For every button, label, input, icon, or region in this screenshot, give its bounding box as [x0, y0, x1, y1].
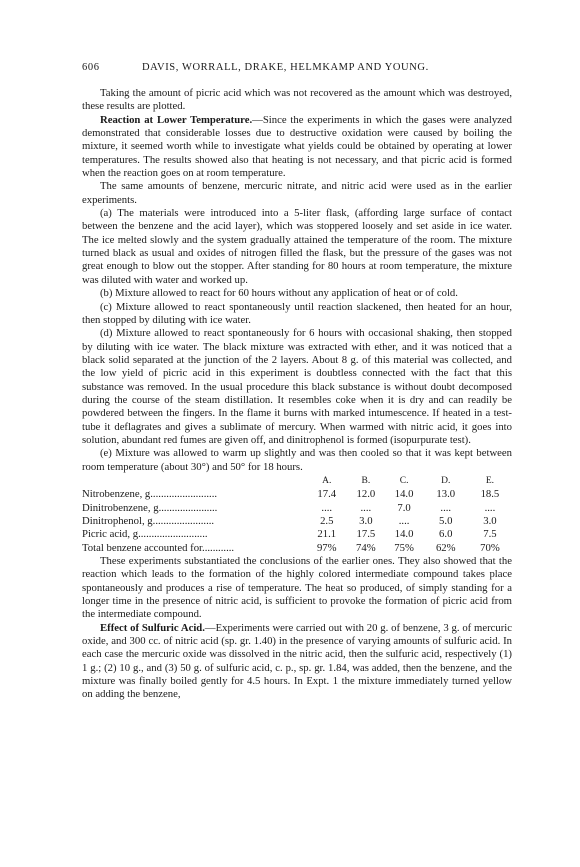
column-header: B. [361, 475, 371, 486]
paragraph-text: —Since the experiments in which the gases were analyzed demonstrated that considerable losses due to destructive oxidation were caused by boiling the mixture, it seemed worth while to investigate what yields could be obtained by operating at lower temperatures. The results showed also that heating is not necessary, and that picric acid is formed when the reaction goes on at room temperature. [82, 113, 512, 180]
paragraph-text: (e) Mixture was allowed to warm up slightly and was then cooled so that it was kept between room temperature (about 30°) and 50° for 18 hours. [82, 447, 512, 473]
table-cell: .... [440, 501, 452, 514]
column-header: D. [441, 475, 451, 486]
paragraph [82, 114, 512, 181]
table-cell: 14.0 [394, 488, 414, 501]
table-cell: 2.5 [320, 515, 334, 527]
journal-page [82, 62, 512, 702]
table-cell: 17.5 [356, 528, 376, 541]
running-title: DAVIS, WORRALL, DRAKE, HELMKAMP AND YOUNG. [142, 62, 429, 73]
table-cell: 3.0 [359, 515, 373, 527]
table-cell: 3.0 [483, 515, 497, 527]
table-cell: 7.5 [483, 528, 497, 541]
paragraph [82, 447, 512, 474]
table-row [82, 488, 512, 501]
row-label: Total benzene accounted for............ [82, 541, 235, 554]
table-cell: .... [360, 501, 372, 514]
section-heading: Effect of Sulfuric Acid. [100, 621, 205, 634]
table-cell: 70% [480, 541, 500, 554]
paragraph [82, 207, 512, 287]
table-cell: .... [484, 501, 496, 514]
table-header-row [82, 475, 512, 488]
paragraph-text: (d) Mixture allowed to react spontaneously for 6 hours with occasional shaking, then stopped by diluting with ice water. The black mixture was extracted with ether, and it was noticed that a black solid separated at the junction of the 2 layers. About 8 g. of this material was collected, and the low yield of picric acid in this experiment is doubtless connected with the fact that this substance was removed. In the usual procedure this black substance is without doubt decomposed during the course of the steam distillation. It resembles coke when it is dry and can readily be powdered between the fingers. In the flame it burns with marked intumescence. If heated in a test-tube it deflagrates and gives a sublimate of mercury. When warmed with nitric acid, it goes into solution, abundant red fumes are given off, and dinitrophenol is formed (isopurpurate test). [82, 327, 512, 446]
column-header: A. [322, 475, 332, 486]
paragraph [82, 301, 512, 328]
table-row [82, 515, 512, 528]
table-cell: 62% [435, 541, 456, 554]
table-cell: 5.0 [439, 515, 453, 527]
table-cell: 13.0 [436, 488, 456, 501]
table-row [82, 528, 512, 541]
table-cell: 12.0 [356, 488, 376, 501]
table-body [82, 488, 512, 555]
paragraph [82, 287, 512, 300]
column-header: E. [485, 475, 495, 486]
paragraph [82, 622, 512, 702]
results-table [82, 475, 512, 555]
paragraph-text: The same amounts of benzene, mercuric nitrate, and nitric acid were used as in the earlier experiments. [82, 180, 512, 206]
paragraph-text: (b) Mixture allowed to react for 60 hours without any application of heat or of cold. [100, 287, 458, 300]
running-header [82, 62, 512, 73]
paragraph [82, 180, 512, 207]
paragraph-text: These experiments substantiated the conclusions of the earlier ones. They also showed that the reaction which leads to the formation of the highly colored intermediate compound takes place spontaneously and produces a rise of temperature. The heat so produced, of simply standing for a longer time in the presence of nitric acid, is sufficient to provoke the formation of picric acid from the intermediate compound. [82, 555, 512, 621]
body-text-bottom [82, 555, 512, 702]
table-row [82, 502, 512, 515]
row-label: Dinitrophenol, g....................... [82, 515, 215, 527]
paragraph [82, 555, 512, 622]
section-heading: Reaction at Lower Temperature. [100, 113, 253, 126]
table-cell: 21.1 [317, 528, 337, 541]
body-text-top [82, 87, 512, 474]
table-cell: 7.0 [397, 501, 411, 514]
paragraph-text: (c) Mixture allowed to react spontaneously until reaction slackened, then heated for an hour, then stopped by diluting with ice water. [82, 300, 512, 326]
table-cell: 6.0 [439, 528, 453, 541]
table-cell: 97% [316, 541, 337, 554]
column-header: C. [399, 475, 409, 486]
row-label: Dinitrobenzene, g...................... [82, 501, 218, 514]
table-cell: 17.4 [317, 488, 337, 501]
page-number: 606 [82, 62, 100, 73]
table-cell: 75% [394, 541, 414, 554]
table-cell: 18.5 [480, 488, 500, 501]
row-label: Nitrobenzene, g......................... [82, 488, 218, 501]
paragraph-text: —Experiments were carried out with 20 g. of benzene, 3 g. of mercuric oxide, and 300 cc. of nitric acid (sp. gr. 1.40) in the presence of varying amounts of sulfuric acid. In each case the mercuric oxide was dissolved in the nitric acid, then the sulfuric acid, respectively (1) 1 g.; (2) 10 g., and (3) 50 g. of sulfuric acid, c. p., sp. gr. 1.84, was added, then the benzene, and the mixture was finally boiled gently for 4.5 hours. In Expt. 1 the mixture immediately turned yellow on adding the benzene, [82, 621, 513, 701]
table-cell: .... [398, 515, 410, 527]
table-row [82, 542, 512, 555]
table-cell: .... [321, 501, 333, 514]
paragraph-text: (a) The materials were introduced into a 5-liter flask, (affording large surface of contact between the benzene and the acid layer), which was stoppered loosely and set aside in ice water. The ice melted slowly and the system gradually attained the temperature of the room. The mixture turned black as usual and oxides of nitrogen filled the flask, but the pressure of the gases was not great enough to blow out the stopper. After standing for 80 hours at room temperature, the mixture was diluted with water and worked up. [82, 207, 512, 286]
paragraph [82, 87, 512, 114]
paragraph [82, 327, 512, 447]
paragraph-text: Taking the amount of picric acid which was not recovered as the amount which was destroyed, these results are plotted. [82, 87, 512, 113]
table-cell: 14.0 [394, 528, 414, 541]
table-cell: 74% [356, 541, 376, 554]
row-label: Picric acid, g.......................... [82, 528, 208, 541]
